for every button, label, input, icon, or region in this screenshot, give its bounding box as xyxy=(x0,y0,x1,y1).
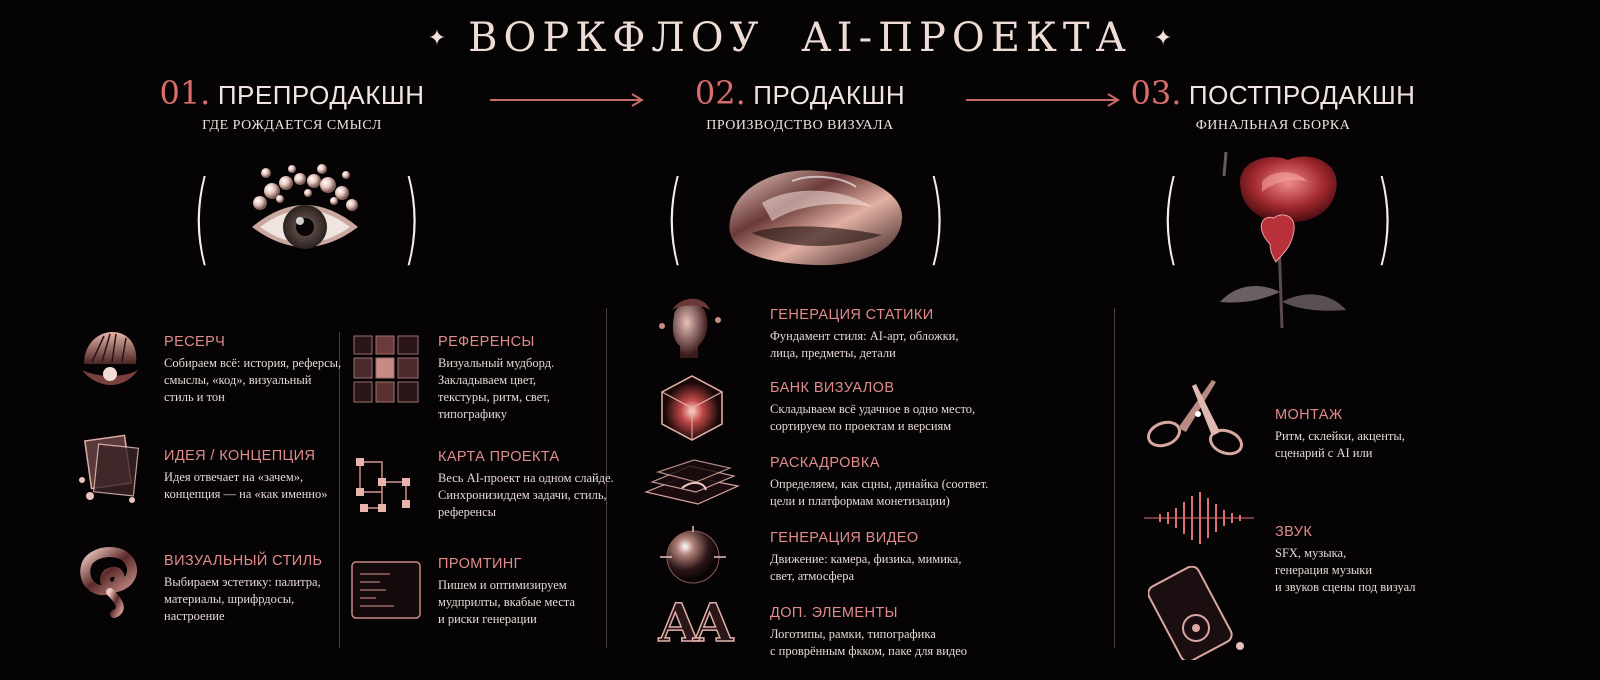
list-item-montage xyxy=(1275,407,1405,462)
moodboard-grid-icon xyxy=(352,334,420,404)
stage-header-3 xyxy=(1063,74,1483,134)
right-parenthesis-icon: ) xyxy=(1375,159,1394,276)
glass-prism-icon xyxy=(74,430,146,508)
scissors-icon xyxy=(1142,372,1252,468)
item-description: Весь AI-проект на одном слайде. Синхронизиддем задачи, стиль, референсы xyxy=(438,471,614,519)
item-description: Идея отвечает на «зачем», концепция — на «как именно» xyxy=(164,470,328,501)
item-title: ГЕНЕРАЦИЯ ВИДЕО xyxy=(770,530,919,546)
music-player-icon xyxy=(1148,566,1248,660)
right-parenthesis-icon: ) xyxy=(402,159,421,276)
chrome-sphere-icon xyxy=(658,524,728,590)
list-item-extra-elements xyxy=(770,605,967,660)
item-title: ВИЗУАЛЬНЫЙ СТИЛЬ xyxy=(164,553,323,569)
storyboard-layers-icon xyxy=(642,458,742,514)
list-item-sound xyxy=(1275,524,1416,596)
left-parenthesis-icon: ( xyxy=(1161,159,1180,276)
list-item-idea-concept xyxy=(164,448,327,503)
item-description: Собираем всё: история, реферсы, смыслы, «код», визуальный стиль и тон xyxy=(164,356,342,404)
page-title xyxy=(0,14,1600,62)
item-description: Визуальный мудборд. Закладываем цвет, текстуры, ритм, свет, типографику xyxy=(438,356,555,421)
chrome-letters-text: AA xyxy=(658,593,728,654)
item-description: Ритм, склейки, акценты, сценарий с AI или xyxy=(1275,429,1405,460)
item-title: БАНК ВИЗУАЛОВ xyxy=(770,380,895,396)
item-title: ПРОМТИНГ xyxy=(438,556,522,572)
list-item-project-map xyxy=(438,449,614,521)
item-description: Логотипы, рамки, типографика с проврённым фкком, паке для видео xyxy=(770,627,968,658)
sparkle-icon: ✦ xyxy=(427,25,447,51)
left-parenthesis-icon: ( xyxy=(665,159,684,276)
soundwave-icon xyxy=(1140,490,1258,546)
chrome-swirl-icon xyxy=(74,544,146,618)
sparkle-icon: ✦ xyxy=(1153,25,1173,51)
item-title: РЕСЕРЧ xyxy=(164,334,226,350)
list-item-static-generation xyxy=(770,307,959,362)
project-map-icon xyxy=(352,452,420,520)
item-title: КАРТА ПРОЕКТА xyxy=(438,449,560,465)
item-title: РАСКАДРОВКА xyxy=(770,455,880,471)
liquid-metal-blob-icon xyxy=(722,163,910,271)
item-title: ИДЕЯ / КОНЦЕПЦИЯ xyxy=(164,448,316,464)
stage-name: ПРЕПРОДАКШН xyxy=(217,80,425,110)
stage-subtitle: ФИНАЛЬНАЯ СБОРКА xyxy=(1195,118,1351,133)
item-title: ДОП. ЭЛЕМЕНТЫ xyxy=(770,605,898,621)
list-item-research xyxy=(164,334,341,406)
stage-subtitle: ПРОИЗВОДСТВО ВИЗУАЛА xyxy=(706,118,894,133)
stage-header-1 xyxy=(82,74,502,134)
right-parenthesis-icon: ) xyxy=(927,159,946,276)
rose-heart-icon xyxy=(1200,152,1360,332)
eye-with-pearls-icon xyxy=(246,163,364,275)
item-description: SFX, музыка, генерация музыки и звуков сцены под визуал xyxy=(1275,546,1416,594)
list-item-storyboard xyxy=(770,455,988,510)
item-description: Определяем, как сцны, динайка (соответ. цели и платформам монетизации) xyxy=(770,477,989,508)
list-item-visual-style xyxy=(164,553,322,625)
list-item-references xyxy=(438,334,554,423)
list-item-visual-bank xyxy=(770,380,975,435)
stage-number: 02. xyxy=(694,74,746,112)
column-divider xyxy=(1114,308,1115,648)
item-description: Фундамент стиля: AI-арт, обложки, лица, предметы, детали xyxy=(770,329,959,360)
stage-header-2 xyxy=(590,74,1010,134)
list-item-video-generation xyxy=(770,530,961,585)
item-title: ЗВУК xyxy=(1275,524,1313,540)
stage-name: ПРОДАКШН xyxy=(753,80,906,110)
item-description: Складываем всё удачное в одно место, сортируем по проектам и версиям xyxy=(770,402,976,433)
item-description: Выбираем эстетику: палитра, материалы, шрифрдосы, настроение xyxy=(164,575,321,623)
page-title-text: ВОРКФЛОУ AI-ПРОЕКТА xyxy=(468,15,1132,61)
glowing-cube-icon xyxy=(656,372,728,444)
left-parenthesis-icon: ( xyxy=(192,159,211,276)
prompt-window-icon xyxy=(350,560,422,622)
seashell-pearl-icon xyxy=(78,330,142,396)
item-title: ГЕНЕРАЦИЯ СТАТИКИ xyxy=(770,307,934,323)
stage-number: 01. xyxy=(159,74,211,112)
list-item-prompting xyxy=(438,556,575,628)
item-description: Пишем и оптимизируем мудприлты, вкабые места и риски генерации xyxy=(438,578,575,626)
statue-head-icon xyxy=(652,296,726,362)
arrow-right-icon xyxy=(490,93,650,107)
stage-number: 03. xyxy=(1130,74,1182,112)
item-title: РЕФЕРЕНСЫ xyxy=(438,334,535,350)
item-description: Движение: камера, физика, мимика, свет, атмосфера xyxy=(770,552,962,583)
item-title: МОНТАЖ xyxy=(1275,407,1343,423)
stage-name: ПОСТПРОДАКШН xyxy=(1188,80,1416,110)
arrow-right-icon xyxy=(966,93,1126,107)
chrome-letters-icon xyxy=(650,594,736,654)
stage-subtitle: ГДЕ РОЖДАЕТСЯ СМЫСЛ xyxy=(202,118,382,133)
